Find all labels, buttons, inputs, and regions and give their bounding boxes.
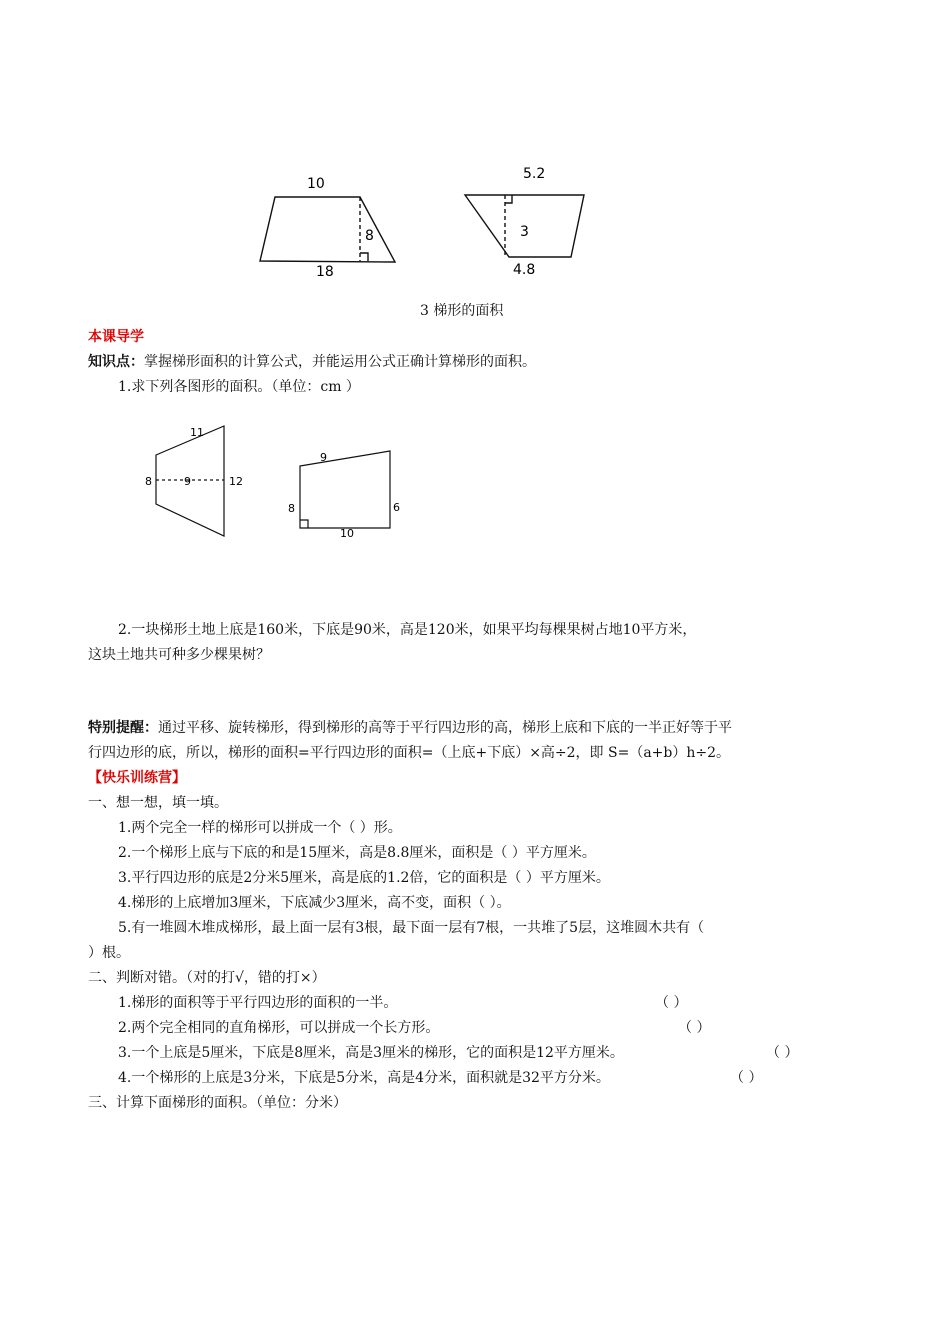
q1-figures [140,420,420,545]
reminder-line-2: 行四边形的底，所以，梯形的面积=平行四边形的面积=（上底+下底）×高÷2，即 S=（a+b）h÷2。 [88,745,731,761]
fig1-top-label: 10 [307,176,325,192]
section-2-item-2: 2.两个完全相同的直角梯形，可以拼成一个长方形。 [118,1020,440,1036]
practice-heading: 【快乐训练营】 [88,770,186,786]
q1-right-trapezoid-figure [300,451,390,528]
section-1-item-4: 4.梯形的上底增加3厘米，下底减少3厘米，高不变，面积（ ）。 [118,895,511,911]
q1-fig1-top-label: 11 [190,426,204,439]
top-trapezoid-figures [250,160,610,285]
q1-fig2-left-label: 8 [288,502,295,515]
fig2-bottom-label: 4.8 [513,262,536,278]
fig1-height-label: 8 [365,228,374,244]
fig1-bottom-label: 18 [316,264,334,280]
q1-fig1-mid-label: 9 [184,475,191,488]
q1-fig2-right-label: 6 [393,501,400,514]
knowledge-text: 掌握梯形面积的计算公式，并能运用公式正确计算梯形的面积。 [144,354,536,370]
q1-fig1-right-label: 12 [229,475,243,488]
section-2-item-1-answer: （ ） [655,995,688,1011]
section-2-item-1: 1.梯形的面积等于平行四边形的面积的一半。 [118,995,398,1011]
q1-fig2-top-label: 9 [320,451,327,464]
question-2-line-1: 2.一块梯形土地上底是160米，下底是90米，高是120米，如果平均每棵果树占地10平方米， [118,622,697,638]
question-1: 1.求下列各图形的面积。（单位：cm ） [118,379,360,395]
q1-fig2-bottom-label: 10 [340,527,354,540]
section-2-item-2-answer: （ ） [678,1020,711,1036]
question-2-line-2: 这块土地共可种多少棵果树？ [88,647,270,663]
fig2-top-label: 5.2 [523,166,546,182]
section-2-item-4-answer: （ ） [730,1070,763,1086]
reminder-text-1: 通过平移、旋转梯形，得到梯形的高等于平行四边形的高，梯形上底和下底的一半正好等于平 [158,720,732,736]
q1-fig1-left-label: 8 [145,475,152,488]
reminder-label: 特别提醒： [88,720,158,736]
knowledge-point [88,352,536,372]
section-2-title: 二、判断对错。（对的打√，错的打×） [88,970,326,986]
section-2-item-3: 3.一个上底是5厘米，下底是8厘米，高是3厘米的梯形，它的面积是12平方厘米。 [118,1045,624,1061]
section-1-item-3: 3.平行四边形的底是2分米5厘米，高是底的1.2倍，它的面积是（ ）平方厘米。 [118,870,610,886]
section-1-item-1: 1.两个完全一样的梯形可以拼成一个（ ）形。 [118,820,402,836]
lesson-title: 3 梯形的面积 [420,303,504,319]
guide-heading: 本课导学 [88,329,144,345]
reminder-line-1 [88,718,732,738]
trapezoid-figure-1 [260,197,395,262]
knowledge-label: 知识点： [88,354,144,370]
fig2-height-label: 3 [520,224,529,240]
section-1-item-2: 2.一个梯形上底与下底的和是15厘米，高是8.8厘米，面积是（ ）平方厘米。 [118,845,596,861]
section-2-item-4: 4.一个梯形的上底是3分米，下底是5分米，高是4分米，面积就是32平方分米。 [118,1070,610,1086]
section-1-title: 一、想一想，填一填。 [88,795,228,811]
section-3-title: 三、计算下面梯形的面积。（单位：分米） [88,1095,347,1111]
section-1-item-5: 5.有一堆圆木堆成梯形，最上面一层有3根，最下面一层有7根，一共堆了5层，这堆圆木共有（ [118,920,705,936]
section-2-item-3-answer: （ ） [766,1045,799,1061]
section-1-item-5-continued: ）根。 [88,945,130,961]
